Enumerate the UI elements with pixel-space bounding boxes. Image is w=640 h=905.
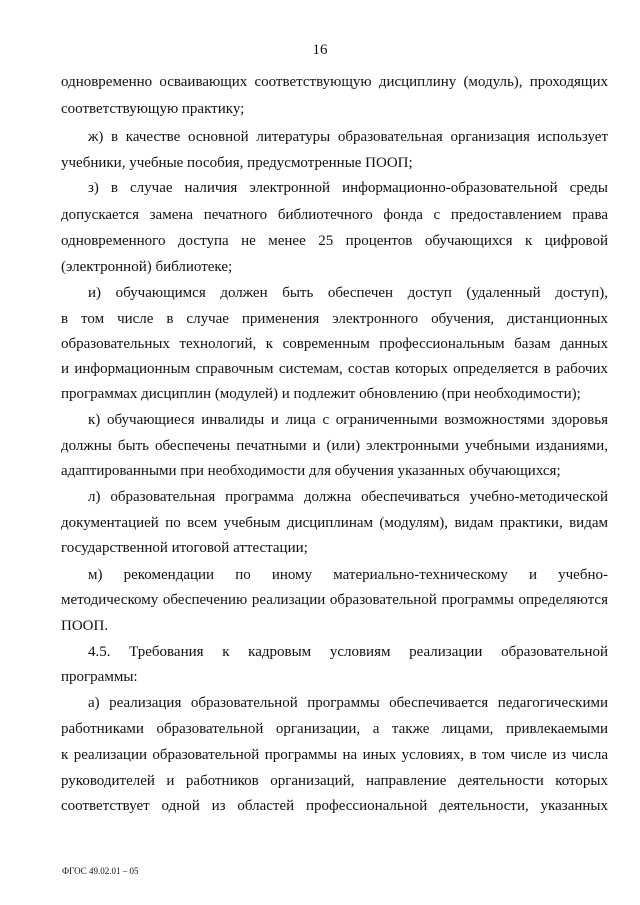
text-line: методическому обеспечению реализации образовательной программы определяются	[61, 592, 608, 608]
text-line: м) рекомендации по иному материально-техническому и учебно-	[88, 567, 608, 583]
text-line: допускается замена печатного библиотечного фонда с предоставлением права	[61, 207, 608, 223]
text-line: должны быть обеспечены печатными и (или) электронными учебными изданиями,	[61, 438, 608, 454]
text-line: одновременно осваивающих соответствующую дисциплину (модуль), проходящих	[61, 74, 608, 90]
text-line: к реализации образовательной программы на иных условиях, в том числе из числа	[61, 747, 608, 763]
text-line: учебники, учебные пособия, предусмотренные ПООП;	[61, 155, 413, 171]
text-line: а) реализация образовательной программы обеспечивается педагогическими	[88, 695, 608, 711]
footer-code: ФГОС 49.02.01 – 05	[62, 866, 139, 876]
text-line: л) образовательная программа должна обеспечиваться учебно-методической	[88, 489, 608, 505]
text-line: руководителей и работников организаций, направление деятельности которых	[61, 773, 608, 789]
text-line: соответствующую практику;	[61, 101, 245, 117]
text-line: одновременного доступа не менее 25 процентов обучающихся к цифровой	[61, 233, 608, 249]
text-line: документацией по всем учебным дисциплинам (модулям), видам практики, видам	[61, 515, 608, 531]
text-line: и информационным справочным системам, состав которых определяется в рабочих	[61, 361, 608, 377]
text-line: и) обучающимся должен быть обеспечен доступ (удаленный доступ),	[88, 285, 608, 301]
text-line: к) обучающиеся инвалиды и лица с ограниченными возможностями здоровья	[88, 412, 608, 428]
text-line: в том числе в случае применения электронного обучения, дистанционных	[61, 311, 608, 327]
text-line: з) в случае наличия электронной информационно-образовательной среды	[88, 180, 608, 196]
text-line: работниками образовательной организации, а также лицами, привлекаемыми	[61, 721, 608, 737]
text-line: (электронной) библиотеке;	[61, 259, 233, 275]
text-line: программы:	[61, 669, 138, 685]
text-line: государственной итоговой аттестации;	[61, 540, 308, 556]
text-line: соответствует одной из областей профессиональной деятельности, указанных	[61, 798, 608, 814]
text-line: программах дисциплин (модулей) и подлежит обновлению (при необходимости);	[61, 386, 581, 402]
text-line: ПООП.	[61, 618, 109, 634]
section-heading-line: 4.5. Требования к кадровым условиям реализации образовательной	[88, 644, 608, 660]
text-line: ж) в качестве основной литературы образовательная организация использует	[88, 129, 608, 145]
text-line: образовательных технологий, к современным профессиональным базам данных	[61, 336, 608, 352]
text-line: адаптированными при необходимости для обучения указанных обучающихся;	[61, 463, 561, 479]
page-number: 16	[312, 42, 328, 58]
